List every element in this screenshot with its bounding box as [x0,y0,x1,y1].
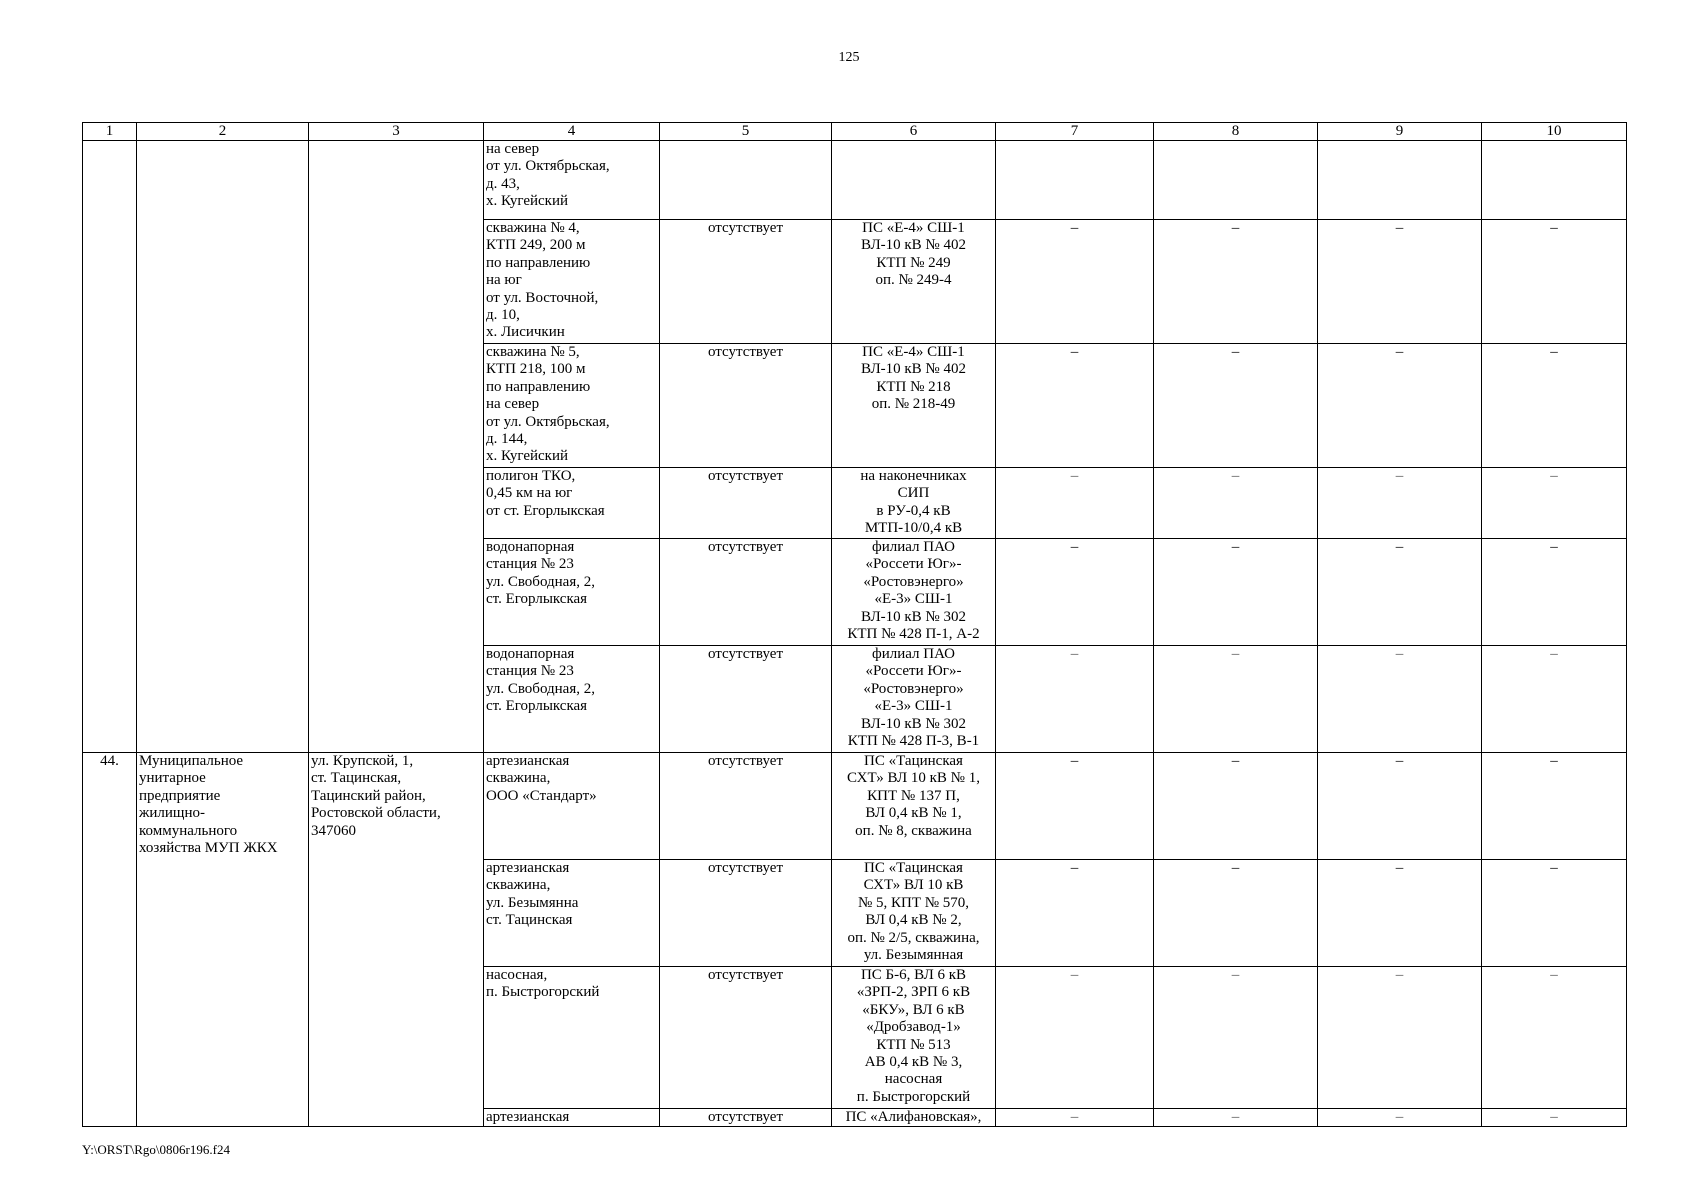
cell-address: ул. Крупской, 1, ст. Тацинская, Тацинский район, Ростовской области, 347060 [309,753,484,1127]
cell-col7: – [996,1109,1154,1127]
cell-location: скважина № 5, КТП 218, 100 м по направлению на север от ул. Октябрьская, д. 144, х. Кугейский [484,344,660,468]
cell-status: отсутствует [660,539,832,646]
header-cell-9: 9 [1318,123,1482,141]
cell-col10: – [1482,860,1627,967]
cell-col9: – [1318,860,1482,967]
cell-location: артезианская скважина, ул. Безымянна ст. Тацинская [484,860,660,967]
cell-col7: – [996,220,1154,344]
cell-location: скважина № 4, КТП 249, 200 м по направлению на юг от ул. Восточной, д. 10, х. Лисичкин [484,220,660,344]
cell-status: отсутствует [660,344,832,468]
header-cell-5: 5 [660,123,832,141]
cell-entry-number: 44. [83,753,137,1127]
cell-col10: – [1482,646,1627,753]
cell-location: насосная, п. Быстрогорский [484,967,660,1109]
header-cell-3: 3 [309,123,484,141]
cell-col10: – [1482,344,1627,468]
cell-col10: – [1482,753,1627,860]
cell-col9: – [1318,646,1482,753]
cell-col9: – [1318,220,1482,344]
cell-location: водонапорная станция № 23 ул. Свободная, 2, ст. Егорлыкская [484,539,660,646]
cell-col9: – [1318,753,1482,860]
cell-col10: – [1482,1109,1627,1127]
cell-col8: – [1154,646,1318,753]
cell-col7: – [996,860,1154,967]
header-cell-10: 10 [1482,123,1627,141]
cell-status: отсутствует [660,967,832,1109]
cell-connection: ПС Б-6, ВЛ 6 кВ «ЗРП-2, ЗРП 6 кВ «БКУ», ВЛ 6 кВ «Дробзавод-1» КТП № 513 АВ 0,4 кВ № 3, насосная п. Быстрогорский [832,967,996,1109]
cell-connection: ПС «Тацинская СХТ» ВЛ 10 кВ № 1, КПТ № 137 П, ВЛ 0,4 кВ № 1, оп. № 8, скважина [832,753,996,860]
cell-col7: – [996,539,1154,646]
cell-col8: – [1154,860,1318,967]
cell-organization: Муниципальное унитарное предприятие жилищно- коммунального хозяйства МУП ЖКХ [137,753,309,1127]
cell-number-empty [83,141,137,753]
header-cell-6: 6 [832,123,996,141]
cell-status: отсутствует [660,1109,832,1127]
cell-location: на север от ул. Октябрьская, д. 43, х. Кугейский [484,141,660,220]
cell-status: отсутствует [660,860,832,967]
cell-col9: – [1318,967,1482,1109]
cell-status: отсутствует [660,753,832,860]
cell-connection: ПС «Алифановская», [832,1109,996,1127]
cell-col7 [996,141,1154,220]
cell-col9: – [1318,344,1482,468]
cell-col8: – [1154,468,1318,539]
cell-connection [832,141,996,220]
cell-status [660,141,832,220]
header-cell-8: 8 [1154,123,1318,141]
cell-col9: – [1318,468,1482,539]
cell-col10: – [1482,967,1627,1109]
cell-connection: филиал ПАО «Россети Юг»- «Ростовэнерго» «Е-3» СШ-1 ВЛ-10 кВ № 302 КТП № 428 П-1, А-2 [832,539,996,646]
cell-status: отсутствует [660,220,832,344]
header-cell-1: 1 [83,123,137,141]
table-row [83,141,1627,220]
cell-col8: – [1154,753,1318,860]
cell-connection: ПС «Е-4» СШ-1 ВЛ-10 кВ № 402 КТП № 249 оп. № 249-4 [832,220,996,344]
cell-col9: – [1318,1109,1482,1127]
cell-col8: – [1154,220,1318,344]
header-row [83,123,1627,141]
cell-connection: ПС «Тацинская СХТ» ВЛ 10 кВ № 5, КПТ № 570, ВЛ 0,4 кВ № 2, оп. № 2/5, скважина, ул. Безымянная [832,860,996,967]
cell-col8 [1154,141,1318,220]
cell-col8: – [1154,967,1318,1109]
cell-col8: – [1154,344,1318,468]
header-cell-2: 2 [137,123,309,141]
header-cell-4: 4 [484,123,660,141]
header-cell-7: 7 [996,123,1154,141]
cell-col9 [1318,141,1482,220]
cell-organization-empty [137,141,309,753]
table-row [83,753,1627,860]
cell-col7: – [996,646,1154,753]
cell-address-empty [309,141,484,753]
cell-status: отсутствует [660,646,832,753]
cell-col7: – [996,344,1154,468]
footer-file-path: Y:\ORST\Rgo\0806r196.f24 [82,1142,230,1157]
cell-status: отсутствует [660,468,832,539]
cell-location: водонапорная станция № 23 ул. Свободная, 2, ст. Егорлыкская [484,646,660,753]
cell-location: полигон ТКО, 0,45 км на юг от ст. Егорлыкская [484,468,660,539]
page-number: 125 [838,50,860,65]
cell-col7: – [996,967,1154,1109]
cell-col8: – [1154,539,1318,646]
cell-col10: – [1482,539,1627,646]
cell-col10: – [1482,220,1627,344]
cell-location: артезианская [484,1109,660,1127]
cell-connection: филиал ПАО «Россети Юг»- «Ростовэнерго» «Е-3» СШ-1 ВЛ-10 кВ № 302 КТП № 428 П-3, В-1 [832,646,996,753]
cell-col9: – [1318,539,1482,646]
cell-col7: – [996,753,1154,860]
data-table [82,122,1627,1127]
cell-connection: ПС «Е-4» СШ-1 ВЛ-10 кВ № 402 КТП № 218 оп. № 218-49 [832,344,996,468]
cell-col10: – [1482,468,1627,539]
cell-col7: – [996,468,1154,539]
cell-col8: – [1154,1109,1318,1127]
cell-location: артезианская скважина, ООО «Стандарт» [484,753,660,860]
cell-connection: на наконечниках СИП в РУ-0,4 кВ МТП-10/0,4 кВ [832,468,996,539]
cell-col10 [1482,141,1627,220]
